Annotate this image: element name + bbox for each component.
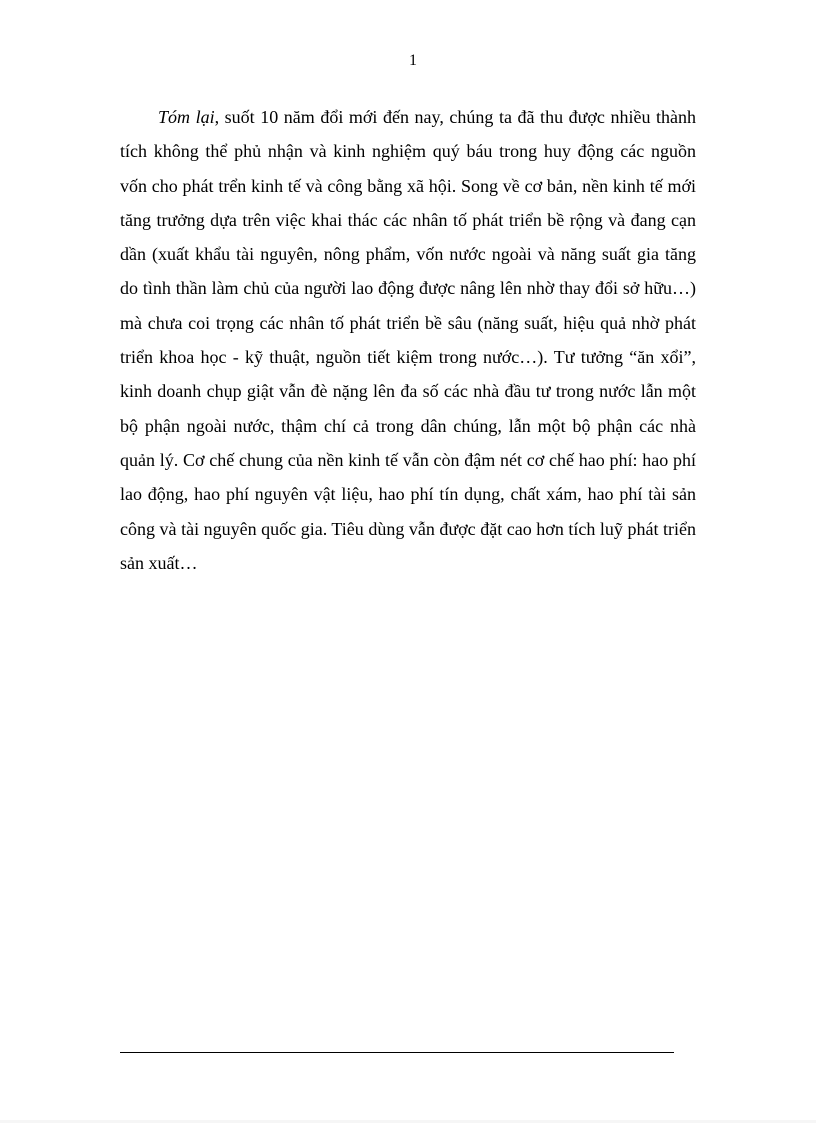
paragraph-lead: Tóm lại [158,107,215,127]
footnote-separator [120,1052,674,1053]
paragraph-text: , suốt 10 năm đổi mới đến nay, chúng ta đã thu được nhiều thành tích không thể phủ nhận và kinh nghiệm quý báu trong huy động các nguồn vốn cho phát trển kinh tế và công bằng xã hội. Song về cơ bản, nền kinh tế mới tăng trưởng dựa trên việc khai thác các nhân tố phát triển bề rộng và đang cạn dần (xuất khẩu tài nguyên, nông phẩm, vốn nước ngoài và năng suất gia tăng do tình thần làm chủ của người lao động được nâng lên nhờ thay đổi sở hữu…) mà chưa coi trọng các nhân tố phát triển bề sâu (năng suất, hiệu quả nhờ phát triển khoa học - kỹ thuật, nguồn tiết kiệm trong nước…). Tư tưởng “ăn xổi”, kinh doanh chụp giật vẫn đè nặng lên đa số các nhà đầu tư trong nước lẫn một bộ phận ngoài nước, thậm chí cả trong dân chúng, lẫn một bộ phận các nhà quản lý. Cơ chế chung của nền kinh tế vẫn còn đậm nét cơ chế hao phí: hao phí lao động, hao phí nguyên vật liệu, hao phí tín dụng, chất xám, hao phí tài sản công và tài nguyên quốc gia. Tiêu dùng vẫn được đặt cao hơn tích luỹ phát triển sản xuất… [120,107,696,573]
body-paragraph [120,100,696,580]
page-number: 1 [409,52,417,69]
